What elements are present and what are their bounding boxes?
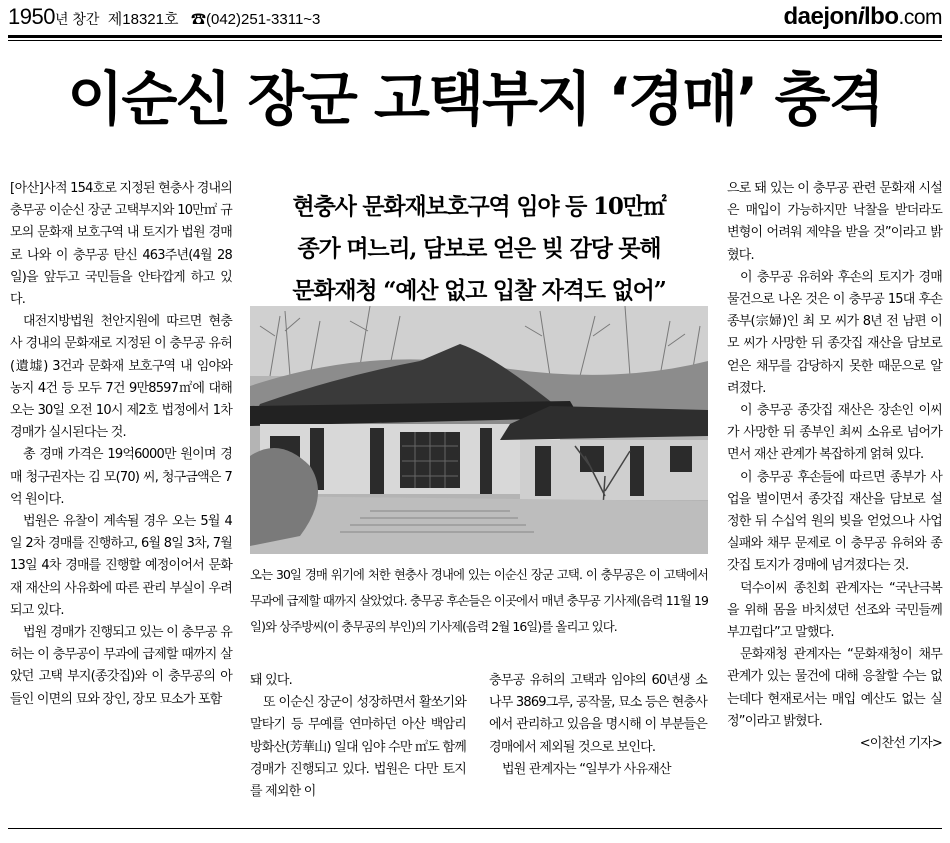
bottom-rule (8, 828, 942, 829)
article-paragraph: 으로 돼 있는 이 충무공 관련 문화재 시설은 매입이 가능하지만 낙찰을 받더라도 변형이 어려워 제약을 받을 것”이라고 밝혔다. (727, 181, 942, 263)
subhead-line: 문화재청 “예산 없고 입찰 자격도 없어” (292, 277, 666, 304)
masthead-rule-thin (8, 40, 942, 41)
logo-text-daejon: daejon (783, 3, 858, 30)
article-paragraph: 대전지방법원 천안지원에 따르면 현충사 경내의 문화재로 지정된 이 충무공 유허(遺墟) 3건과 문화재 보호구역 내 임야와 농지 4건 등 모두 7건 9만8597㎡에 대해 오는 30일 오전 10시 제2호 법정에서 1차 경매가 실시된다는 것. (10, 314, 232, 441)
article-paragraph: 이 충무공 유허와 후손의 토지가 경매 물건으로 나온 것은 이 충무공 15대 후손 종부(宗婦)인 최 모 씨가 8년 전 남편 이 모 씨가 사망한 뒤 종갓집 재산을 담보로 얻은 채무를 감당하지 못한 때문으로 알려졌다. (727, 269, 942, 396)
article-column-right (727, 178, 942, 755)
phone-number: (042)251-3311~3 (206, 11, 321, 28)
article-paragraph: 이 충무공 후손들에 따르면 종부가 사업을 벌이면서 종갓집 재산을 담보로 설정한 뒤 수십억 원의 빚을 얻었으나 사업 실패와 채무 문제로 이 충무공 유허와 종갓집 토지가 경매에 넘겨졌다는 것. (727, 469, 942, 574)
masthead (8, 0, 942, 34)
article-column-mid-1 (250, 670, 466, 803)
founding-year-suffix: 년 창간 (54, 11, 100, 27)
article-paragraph: 법원 경매가 진행되고 있는 이 충무공 유허는 이 충무공이 무과에 급제할 때까지 살았던 고택 부지(종갓집)와 이 충무공의 아들인 이면의 묘와 장인, 장모 묘소가 포함 (10, 625, 232, 707)
subhead-line: 현충사 문화재보호구역 임야 등 10만㎡ (292, 193, 666, 220)
masthead-info (8, 4, 320, 30)
article-paragraph: 총 경매 가격은 19억6000만 원이며 경매 청구권자는 김 모(70) 씨, 청구금액은 7억 원이다. (10, 447, 232, 507)
logo-text-lbo: lbo (863, 3, 899, 30)
dateline: [아산] (10, 181, 44, 196)
article-paragraph: 법원은 유찰이 계속될 경우 오는 5월 4일 2차 경매를 진행하고, 6월 8일 3차, 7월 13일 4차 경매를 진행할 예정이어서 문화재 재산의 사유화에 따른 관리 부실이 우려되고 있다. (10, 514, 232, 618)
article-column-left (10, 178, 232, 711)
newspaper-logo[interactable] (783, 3, 942, 31)
byline: <이찬선 기자> (859, 736, 942, 752)
issue-number: 제18321호 (107, 11, 179, 28)
article-paragraph: 덕수이씨 종친회 관계자는 “국난극복을 위해 몸을 바치셨던 선조와 국민들께 부끄럽다”고 말했다. (727, 580, 942, 641)
photo-caption: 오는 30일 경매 위기에 처한 현충사 경내에 있는 이순신 장군 고택. 이 충무공은 이 고택에서 무과에 급제할 때까지 살았었다. 충무공 후손들은 이곳에서 매년 충무공 기사제(음력 11월 19일)와 상주방씨(이 충무공의 부인)의 기사제(음력 2월 16일)를 올리고 있다. (250, 567, 708, 634)
subheadline (250, 186, 708, 312)
headline: 이순신 장군 고택부지 ‘경매’ 충격 (67, 65, 883, 133)
article-paragraph: 문화재청 관계자는 “문화재청이 채무 관계가 있는 물건에 대해 응찰할 수는 없는데다 현재로서는 매입 예산도 없는 실정”이라고 밝혔다. (727, 647, 942, 729)
phone-icon: ☎ (190, 11, 206, 28)
subhead-line: 종가 며느리, 담보로 얻은 빚 감당 못해 (297, 235, 661, 262)
logo-domain: .com (898, 6, 942, 29)
article-paragraph: [아산]사적 154호로 지정된 현충사 경내의 충무공 이순신 장군 고택부지와 10만㎡ 규모의 문화재 보호구역 내 토지가 법원 경매로 나와 이 충무공 탄신 463주년(4월 28일)을 앞두고 국민들을 안타깝게 하고 있다. (10, 181, 232, 308)
masthead-rule-thick (8, 35, 942, 38)
article-paragraph: 돼 있다. (250, 673, 292, 688)
founding-year: 1950 (8, 4, 55, 29)
article-paragraph: 법원 관계자는 “일부가 사유재산 (502, 761, 671, 777)
article-paragraph: 충무공 유허의 고택과 임야의 60년생 소나무 3869그루, 공작물, 묘소 등은 현충사에서 관리하고 있음을 명시해 이 부분들은 경매에서 제외될 것으로 보인다. (489, 673, 707, 755)
hanok-photo (250, 306, 708, 554)
hanok-house-illustration (250, 306, 708, 554)
article-paragraph: 이 충무공 종갓집 재산은 장손인 이씨가 사망한 뒤 종부인 최씨 소유로 넘어가면서 재산 관계가 복잡하게 얽혀 있다. (727, 403, 942, 463)
logo-text-i: i (857, 3, 864, 30)
article-column-mid-2 (489, 670, 707, 781)
article-paragraph: 또 이순신 장군이 성장하면서 활쏘기와 말타기 등 무예를 연마하던 아산 백암리 방화산(芳華山) 일대 임야 수만 ㎡도 함께 경매가 진행되고 있다. 법원은 다만 토지를 제외한 이 (250, 695, 466, 800)
